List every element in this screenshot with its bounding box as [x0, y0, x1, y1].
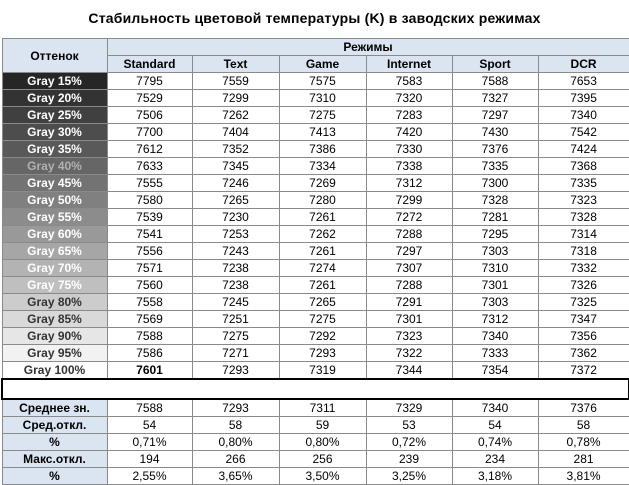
stat-value-cell: 256 — [279, 451, 366, 468]
stat-row — [2, 451, 629, 468]
table-row — [2, 141, 629, 158]
table-row — [2, 294, 629, 311]
table-row — [2, 192, 629, 209]
value-cell: 7261 — [279, 209, 366, 226]
value-cell: 7243 — [192, 243, 279, 260]
stat-row — [2, 417, 629, 434]
value-cell: 7301 — [366, 311, 452, 328]
shade-label: Gray 100% — [2, 362, 107, 380]
table-row — [2, 243, 629, 260]
table-row — [2, 209, 629, 226]
shade-label: Gray 90% — [2, 328, 107, 345]
value-cell: 7559 — [192, 73, 279, 90]
value-cell: 7338 — [366, 158, 452, 175]
value-cell: 7372 — [538, 362, 629, 380]
value-cell: 7354 — [452, 362, 538, 380]
value-cell: 7539 — [107, 209, 192, 226]
value-cell: 7335 — [452, 158, 538, 175]
value-cell: 7275 — [192, 328, 279, 345]
value-cell: 7272 — [366, 209, 452, 226]
value-cell: 7376 — [452, 141, 538, 158]
value-cell: 7334 — [279, 158, 366, 175]
stat-value-cell: 266 — [192, 451, 279, 468]
value-cell: 7293 — [279, 345, 366, 362]
value-cell: 7292 — [279, 328, 366, 345]
stat-value-cell: 0,78% — [538, 434, 629, 451]
table-row — [2, 311, 629, 328]
table-row — [2, 260, 629, 277]
value-cell: 7330 — [366, 141, 452, 158]
stat-value-cell: 3,65% — [192, 468, 279, 485]
value-cell: 7293 — [192, 362, 279, 380]
shade-label: Gray 15% — [2, 73, 107, 90]
stat-value-cell: 3,50% — [279, 468, 366, 485]
value-cell: 7253 — [192, 226, 279, 243]
value-cell: 7314 — [538, 226, 629, 243]
value-cell: 7340 — [538, 107, 629, 124]
value-cell: 7318 — [538, 243, 629, 260]
value-cell: 7262 — [279, 226, 366, 243]
mode-header-standard: Standard — [107, 56, 192, 73]
value-cell: 7297 — [452, 107, 538, 124]
value-cell: 7506 — [107, 107, 192, 124]
value-cell: 7271 — [192, 345, 279, 362]
value-cell: 7332 — [538, 260, 629, 277]
value-cell: 7368 — [538, 158, 629, 175]
table-row — [2, 226, 629, 243]
value-cell: 7558 — [107, 294, 192, 311]
value-cell: 7575 — [279, 73, 366, 90]
shade-label: Gray 85% — [2, 311, 107, 328]
value-cell: 7424 — [538, 141, 629, 158]
shade-label: Gray 30% — [2, 124, 107, 141]
value-cell: 7238 — [192, 260, 279, 277]
value-cell: 7569 — [107, 311, 192, 328]
shade-label: Gray 25% — [2, 107, 107, 124]
shade-column-header: Оттенок — [2, 39, 107, 73]
value-cell: 7560 — [107, 277, 192, 294]
value-cell: 7555 — [107, 175, 192, 192]
modes-header: Режимы — [107, 39, 629, 56]
value-cell: 7413 — [279, 124, 366, 141]
separator-cell — [2, 379, 629, 399]
table-body — [2, 73, 629, 485]
value-cell: 7795 — [107, 73, 192, 90]
value-cell: 7541 — [107, 226, 192, 243]
table-row — [2, 90, 629, 107]
value-cell: 7580 — [107, 192, 192, 209]
shade-label: Gray 55% — [2, 209, 107, 226]
value-cell: 7386 — [279, 141, 366, 158]
value-cell: 7299 — [192, 90, 279, 107]
value-cell: 7362 — [538, 345, 629, 362]
shade-label: Gray 80% — [2, 294, 107, 311]
value-cell: 7307 — [366, 260, 452, 277]
mode-header-internet: Internet — [366, 56, 452, 73]
stat-value-cell: 2,55% — [107, 468, 192, 485]
table-row — [2, 73, 629, 90]
value-cell: 7588 — [452, 73, 538, 90]
value-cell: 7297 — [366, 243, 452, 260]
value-cell: 7340 — [452, 328, 538, 345]
value-cell: 7303 — [452, 294, 538, 311]
value-cell: 7571 — [107, 260, 192, 277]
table-row — [2, 124, 629, 141]
stat-value-cell: 3,25% — [366, 468, 452, 485]
mode-header-game: Game — [279, 56, 366, 73]
value-cell: 7265 — [279, 294, 366, 311]
stat-value-cell: 239 — [366, 451, 452, 468]
separator-row — [2, 379, 629, 399]
shade-label: Gray 75% — [2, 277, 107, 294]
value-cell: 7312 — [452, 311, 538, 328]
mode-header-text: Text — [192, 56, 279, 73]
value-cell: 7327 — [452, 90, 538, 107]
value-cell: 7700 — [107, 124, 192, 141]
value-cell: 7323 — [366, 328, 452, 345]
table-row — [2, 175, 629, 192]
stat-value-cell: 59 — [279, 417, 366, 434]
stat-label: % — [2, 434, 107, 451]
value-cell: 7310 — [279, 90, 366, 107]
value-cell: 7335 — [538, 175, 629, 192]
stat-value-cell: 0,74% — [452, 434, 538, 451]
value-cell: 7301 — [452, 277, 538, 294]
value-cell: 7262 — [192, 107, 279, 124]
value-cell: 7246 — [192, 175, 279, 192]
stat-value-cell: 234 — [452, 451, 538, 468]
stat-value-cell: 54 — [107, 417, 192, 434]
value-cell: 7583 — [366, 73, 452, 90]
table-row — [2, 345, 629, 362]
stat-value-cell: 3,81% — [538, 468, 629, 485]
value-cell: 7323 — [538, 192, 629, 209]
value-cell: 7291 — [366, 294, 452, 311]
value-cell: 7283 — [366, 107, 452, 124]
stat-value-cell: 7588 — [107, 399, 192, 417]
stat-value-cell: 7376 — [538, 399, 629, 417]
value-cell: 7319 — [279, 362, 366, 380]
value-cell: 7556 — [107, 243, 192, 260]
value-cell: 7347 — [538, 311, 629, 328]
value-cell: 7395 — [538, 90, 629, 107]
value-cell: 7542 — [538, 124, 629, 141]
value-cell: 7333 — [452, 345, 538, 362]
value-cell: 7261 — [279, 277, 366, 294]
mode-header-sport: Sport — [452, 56, 538, 73]
value-cell: 7251 — [192, 311, 279, 328]
value-cell: 7328 — [452, 192, 538, 209]
stat-value-cell: 194 — [107, 451, 192, 468]
stat-value-cell: 0,71% — [107, 434, 192, 451]
value-cell: 7633 — [107, 158, 192, 175]
stat-value-cell: 7329 — [366, 399, 452, 417]
value-cell: 7275 — [279, 107, 366, 124]
value-cell: 7300 — [452, 175, 538, 192]
value-cell: 7430 — [452, 124, 538, 141]
table-row — [2, 107, 629, 124]
value-cell: 7326 — [538, 277, 629, 294]
shade-label: Gray 60% — [2, 226, 107, 243]
value-cell: 7288 — [366, 226, 452, 243]
stat-row — [2, 399, 629, 417]
stat-value-cell: 0,80% — [192, 434, 279, 451]
value-cell: 7356 — [538, 328, 629, 345]
stat-value-cell: 7293 — [192, 399, 279, 417]
stat-value-cell: 58 — [192, 417, 279, 434]
value-cell: 7586 — [107, 345, 192, 362]
value-cell: 7325 — [538, 294, 629, 311]
table-row — [2, 328, 629, 345]
value-cell: 7275 — [279, 311, 366, 328]
value-cell: 7588 — [107, 328, 192, 345]
table-header — [2, 39, 629, 73]
shade-label: Gray 40% — [2, 158, 107, 175]
value-cell: 7653 — [538, 73, 629, 90]
stat-value-cell: 0,72% — [366, 434, 452, 451]
value-cell: 7420 — [366, 124, 452, 141]
value-cell: 7328 — [538, 209, 629, 226]
value-cell: 7601 — [107, 362, 192, 380]
table-title: Стабильность цветовой температуры (K) в заводских режимах — [88, 10, 541, 26]
value-cell: 7295 — [452, 226, 538, 243]
mode-header-dcr: DCR — [538, 56, 629, 73]
value-cell: 7299 — [366, 192, 452, 209]
value-cell: 7280 — [279, 192, 366, 209]
stat-value-cell: 0,80% — [279, 434, 366, 451]
stat-value-cell: 7340 — [452, 399, 538, 417]
stat-label: Сред.откл. — [2, 417, 107, 434]
table-row — [2, 158, 629, 175]
value-cell: 7281 — [452, 209, 538, 226]
value-cell: 7529 — [107, 90, 192, 107]
value-cell: 7320 — [366, 90, 452, 107]
stat-row — [2, 434, 629, 451]
value-cell: 7352 — [192, 141, 279, 158]
stat-label: Среднее зн. — [2, 399, 107, 417]
value-cell: 7269 — [279, 175, 366, 192]
value-cell: 7238 — [192, 277, 279, 294]
shade-label: Gray 50% — [2, 192, 107, 209]
stat-value-cell: 58 — [538, 417, 629, 434]
color-temperature-table — [1, 38, 629, 485]
value-cell: 7245 — [192, 294, 279, 311]
stat-value-cell: 3,18% — [452, 468, 538, 485]
value-cell: 7274 — [279, 260, 366, 277]
table-row — [2, 362, 629, 380]
value-cell: 7322 — [366, 345, 452, 362]
stat-value-cell: 281 — [538, 451, 629, 468]
value-cell: 7230 — [192, 209, 279, 226]
stat-row — [2, 468, 629, 485]
value-cell: 7612 — [107, 141, 192, 158]
value-cell: 7265 — [192, 192, 279, 209]
stat-label: % — [2, 468, 107, 485]
value-cell: 7404 — [192, 124, 279, 141]
stat-value-cell: 7311 — [279, 399, 366, 417]
shade-label: Gray 65% — [2, 243, 107, 260]
stat-value-cell: 54 — [452, 417, 538, 434]
shade-label: Gray 35% — [2, 141, 107, 158]
shade-label: Gray 70% — [2, 260, 107, 277]
shade-label: Gray 20% — [2, 90, 107, 107]
value-cell: 7312 — [366, 175, 452, 192]
stat-value-cell: 53 — [366, 417, 452, 434]
value-cell: 7288 — [366, 277, 452, 294]
value-cell: 7310 — [452, 260, 538, 277]
shade-label: Gray 95% — [2, 345, 107, 362]
table-row — [2, 277, 629, 294]
stat-label: Макс.откл. — [2, 451, 107, 468]
shade-label: Gray 45% — [2, 175, 107, 192]
value-cell: 7345 — [192, 158, 279, 175]
value-cell: 7344 — [366, 362, 452, 380]
value-cell: 7261 — [279, 243, 366, 260]
value-cell: 7303 — [452, 243, 538, 260]
